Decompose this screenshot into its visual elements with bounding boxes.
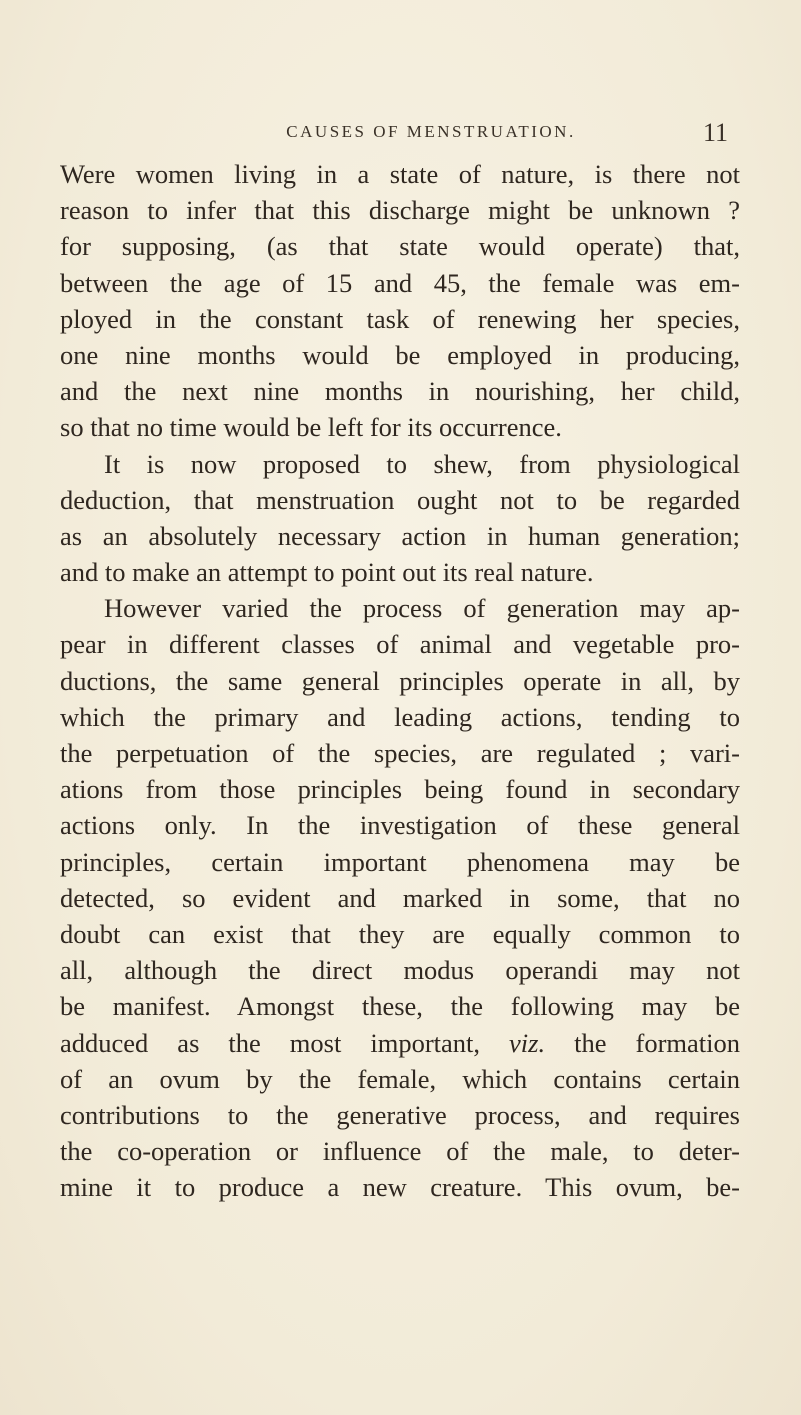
text-line: ployed in the constant task of renewing her species,: [60, 303, 740, 334]
text-line: Were women living in a state of nature, is there not: [60, 159, 740, 189]
text-line: all, although the direct modus operandi may not: [60, 955, 740, 986]
text-line: ductions, the same general principles operate in all, by: [60, 665, 740, 696]
text-line: principles, certain important phenomena may be: [60, 846, 740, 877]
running-title: CAUSES OF MENSTRUATION.: [286, 122, 576, 141]
italic-term: viz.: [509, 1027, 546, 1058]
text-line: and to make an attempt to point out its real nature.: [60, 557, 594, 588]
text-line: reason to infer that this discharge might be unknown ?: [60, 195, 740, 226]
text-line: one nine months would be employed in producing,: [60, 339, 740, 370]
text-line: the perpetuation of the species, are regulated ; vari-: [60, 738, 740, 768]
text-line: pear in different classes of animal and vegetable pro-: [60, 629, 740, 660]
text-line: contributions to the generative process, and requires: [60, 1099, 740, 1130]
text-line: detected, so evident and marked in some, that no: [60, 882, 740, 913]
text-line: deduction, that menstruation ought not to be regarded: [60, 484, 740, 515]
text-line: actions only. In the investigation of these general: [60, 810, 740, 841]
text-line: the co-operation or influence of the male, to deter-: [60, 1136, 740, 1167]
text-line: so that no time would be left for its occurrence.: [60, 412, 562, 443]
text-line: as an absolutely necessary action in human generation;: [60, 520, 740, 551]
running-head: [130, 118, 732, 158]
text-line: be manifest. Amongst these, the following may be: [60, 991, 740, 1022]
text-line: doubt can exist that they are equally common to: [60, 918, 740, 949]
text-line: mine it to produce a new creature. This ovum, be-: [60, 1172, 740, 1203]
text-line: for supposing, (as that state would operate) that,: [60, 231, 740, 262]
text-line: of an ovum by the female, which contains certain: [60, 1063, 740, 1094]
text-line: and the next nine months in nourishing, her child,: [60, 376, 740, 407]
text-line: However varied the process of generation may ap-: [104, 593, 740, 624]
text-line: which the primary and leading actions, tending to: [60, 701, 740, 732]
text-line: It is now proposed to shew, from physiological: [104, 448, 740, 479]
text-line: adduced as the most important, viz. the formation: [60, 1027, 741, 1058]
page-number: 11: [702, 118, 728, 147]
text-line: ations from those principles being found in secondary: [60, 774, 740, 805]
text-line: between the age of 15 and 45, the female was em-: [60, 267, 740, 298]
body-text: [60, 156, 740, 1205]
